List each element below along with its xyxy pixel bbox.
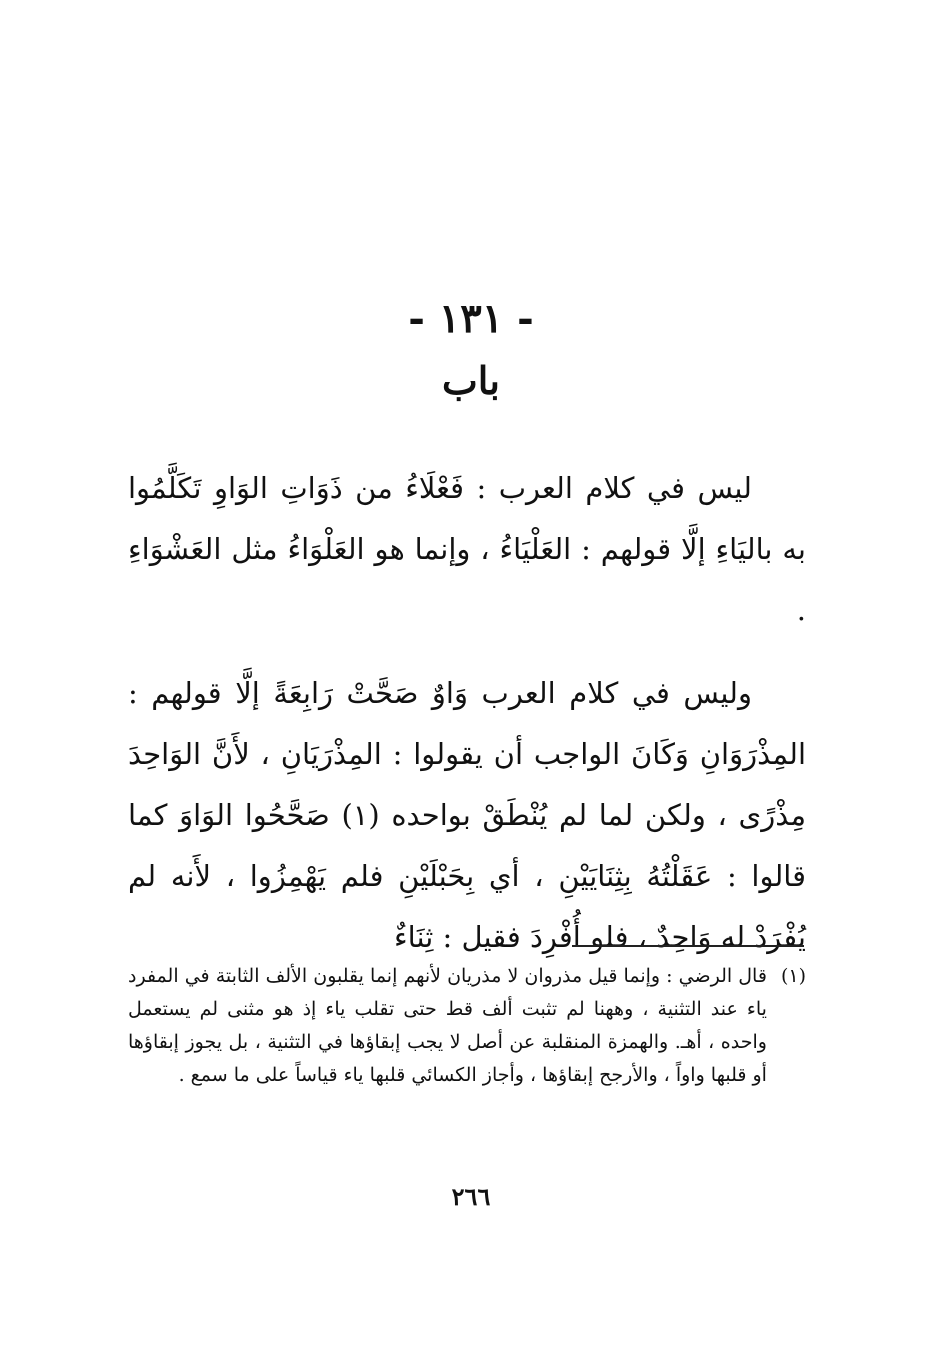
body-text (128, 458, 806, 968)
footnote-marker: (١) (780, 965, 806, 987)
section-number: - ١٣١ - (408, 295, 534, 342)
paragraph-2: وليس في كلام العرب وَاوٌ صَحَّتْ رَابِعَةً إلَّا قولهم : المِذْرَوَانِ وَكَانَ الواجب أن يقولوا : المِذْرَيَانِ ، لأَنَّ الوَاحِدَ مِذْرًى ، ولكن لما لم يُنْطَقْ بواحده (١) صَحَّحُوا الوَاوَ كما قالوا : عَقَلْتُهُ بِثِنَايَيْنِ ، أي بِحَبْلَيْنِ فلم يَهْمِزُوا ، لأَنه لم يُفْرَدْ له وَاحِدٌ ، فلو أُفْرِدَ فقيل : ثِنَاءٌ (128, 676, 806, 954)
section-title: باب (442, 358, 500, 403)
footnote-divider (572, 945, 804, 947)
page-number: ٢٦٦ (451, 1182, 491, 1211)
footnote (128, 960, 806, 1092)
footnote-text: قال الرضي : وإنما قيل مذروان لا مذريان لأنهم إنما يقلبون الألف الثابتة في المفرد ياء عند التثنية ، وههنا لم تثبت ألف قط حتى تقلب ياء إذ هو مثنى لم يستعمل واحده ، أهـ. والهمزة المنقلبة عن أصل لا يجب إبقاؤها في التثنية ، بل يجوز إبقاؤها أو قلبها واواً ، والأرجح إبقاؤها ، وأجاز الكسائي قلبها ياء قياساً على ما سمع . (128, 965, 767, 1086)
paragraph-1: ليس في كلام العرب : فَعْلَاءُ من ذَوَاتِ الوَاوِ تَكَلَّمُوا به باليَاءِ إلَّا قولهم : العَلْيَاءُ ، وإنما هو العَلْوَاءُ مثل العَشْوَاءِ . (128, 471, 806, 627)
